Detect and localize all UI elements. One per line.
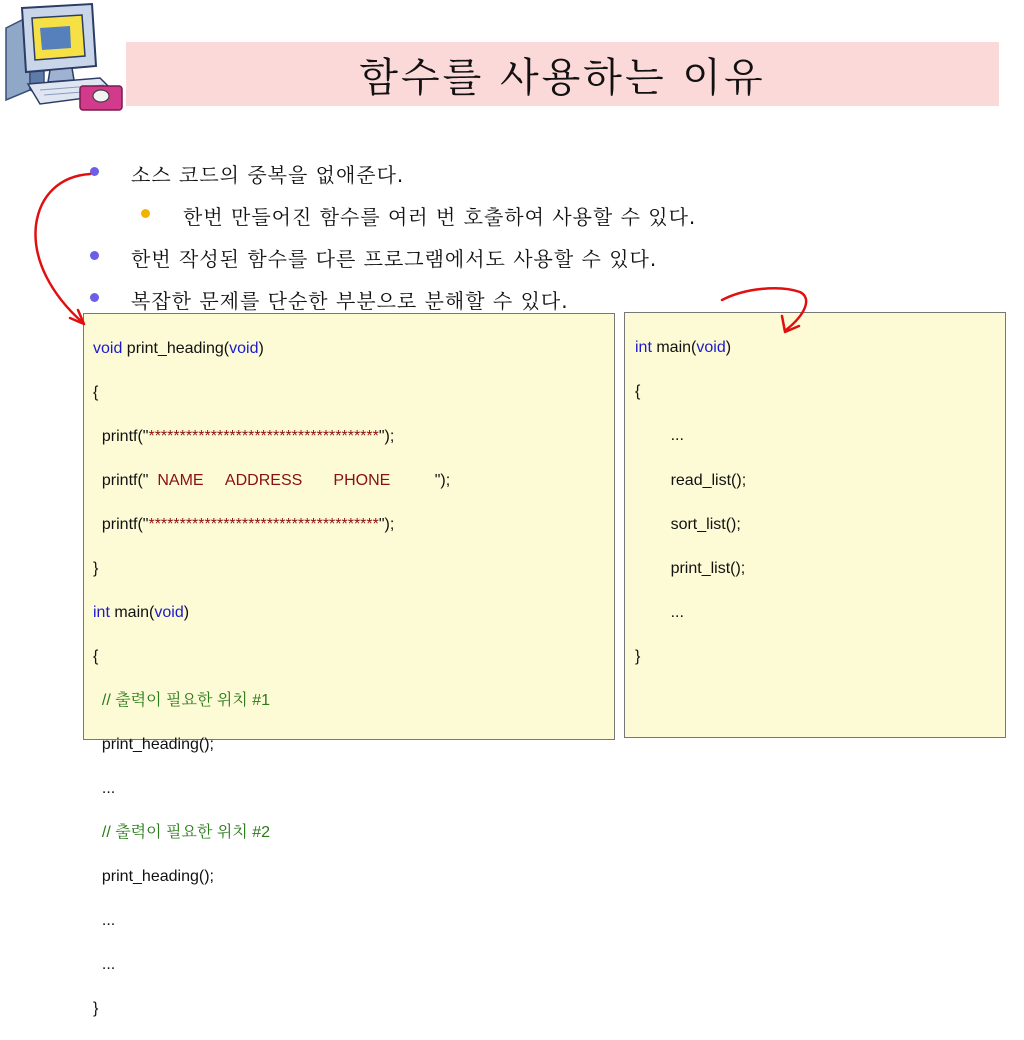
slide-title: 함수를 사용하는 이유 bbox=[359, 54, 766, 101]
code-line bbox=[93, 424, 614, 450]
code-text: print_heading(); bbox=[93, 868, 214, 885]
code-text: main( bbox=[651, 339, 697, 356]
code-line bbox=[93, 644, 614, 670]
code-text: print_list(); bbox=[635, 559, 746, 577]
code-text: print_heading( bbox=[122, 340, 230, 357]
sub-bullet-item: 한번 만들어진 함수를 여러 번 호출하여 사용할 수 있다. bbox=[183, 205, 697, 229]
keyword: void bbox=[93, 340, 123, 357]
code-line bbox=[93, 996, 614, 1022]
code-block-print-heading bbox=[83, 313, 615, 1017]
code-line bbox=[93, 688, 614, 714]
code-line bbox=[93, 512, 614, 538]
code-line bbox=[93, 556, 614, 582]
bullet-item: 소스 코드의 중복을 없애준다. bbox=[131, 163, 405, 187]
code-line bbox=[635, 468, 1005, 494]
sub-bullet-dot bbox=[141, 209, 150, 218]
code-line bbox=[93, 864, 614, 890]
code-text: { bbox=[635, 383, 641, 401]
title-bar bbox=[126, 42, 999, 106]
code-line bbox=[93, 776, 614, 802]
code-text: "); bbox=[378, 516, 395, 533]
code-line bbox=[93, 468, 614, 494]
code-text: sort_list(); bbox=[635, 515, 741, 533]
code-text: printf(" bbox=[93, 516, 149, 533]
code-line bbox=[635, 423, 1005, 449]
string-literal: ************************************* bbox=[148, 428, 379, 445]
code-text: { bbox=[93, 648, 99, 665]
code-line bbox=[635, 600, 1005, 626]
code-text: "); bbox=[434, 472, 451, 489]
code-text: ... bbox=[93, 780, 116, 797]
code-text: { bbox=[93, 384, 99, 401]
code-text: } bbox=[635, 648, 641, 666]
code-line bbox=[93, 908, 614, 934]
code-text: } bbox=[93, 1000, 99, 1017]
code-line bbox=[93, 600, 614, 626]
keyword: void bbox=[154, 604, 184, 621]
code-text: "); bbox=[378, 428, 395, 445]
code-block-main bbox=[624, 312, 1006, 738]
code-text: } bbox=[93, 560, 99, 577]
code-text: ) bbox=[725, 339, 732, 356]
code-line bbox=[93, 820, 614, 846]
code-comment: // 출력이 필요한 위치 #2 bbox=[93, 824, 271, 841]
code-text: ... bbox=[635, 604, 684, 622]
code-line bbox=[93, 732, 614, 758]
code-comment: // 출력이 필요한 위치 #1 bbox=[93, 692, 271, 709]
code-text: main( bbox=[109, 604, 155, 621]
code-line bbox=[635, 512, 1005, 538]
code-line bbox=[93, 380, 614, 406]
keyword: int bbox=[93, 604, 110, 621]
code-line bbox=[93, 336, 614, 362]
bullet-item: 복잡한 문제를 단순한 부분으로 분해할 수 있다. bbox=[131, 289, 569, 313]
string-literal: ************************************* bbox=[148, 516, 379, 533]
keyword: int bbox=[635, 339, 652, 356]
code-text: ... bbox=[635, 427, 684, 445]
code-line bbox=[635, 379, 1005, 405]
code-text: print_heading(); bbox=[93, 736, 214, 753]
computer-clipart-icon bbox=[0, 0, 130, 115]
bullet-dot bbox=[90, 293, 99, 302]
keyword: void bbox=[696, 339, 726, 356]
code-text: ) bbox=[258, 340, 264, 357]
code-text: printf(" bbox=[93, 472, 149, 489]
code-line bbox=[635, 644, 1005, 670]
code-line bbox=[635, 335, 1005, 361]
code-line bbox=[635, 556, 1005, 582]
code-text: read_list(); bbox=[635, 471, 747, 489]
code-text: ... bbox=[93, 912, 116, 929]
bullet-dot bbox=[90, 251, 99, 260]
code-line bbox=[93, 952, 614, 978]
red-arrow-left-icon bbox=[35, 174, 90, 322]
keyword: void bbox=[229, 340, 259, 357]
string-literal: NAME ADDRESS PHONE bbox=[148, 472, 435, 489]
code-text: ) bbox=[183, 604, 190, 621]
code-text: printf(" bbox=[93, 428, 149, 445]
bullet-item: 한번 작성된 함수를 다른 프로그램에서도 사용할 수 있다. bbox=[131, 247, 658, 271]
code-text: ... bbox=[93, 956, 116, 973]
bullet-dot bbox=[90, 167, 99, 176]
